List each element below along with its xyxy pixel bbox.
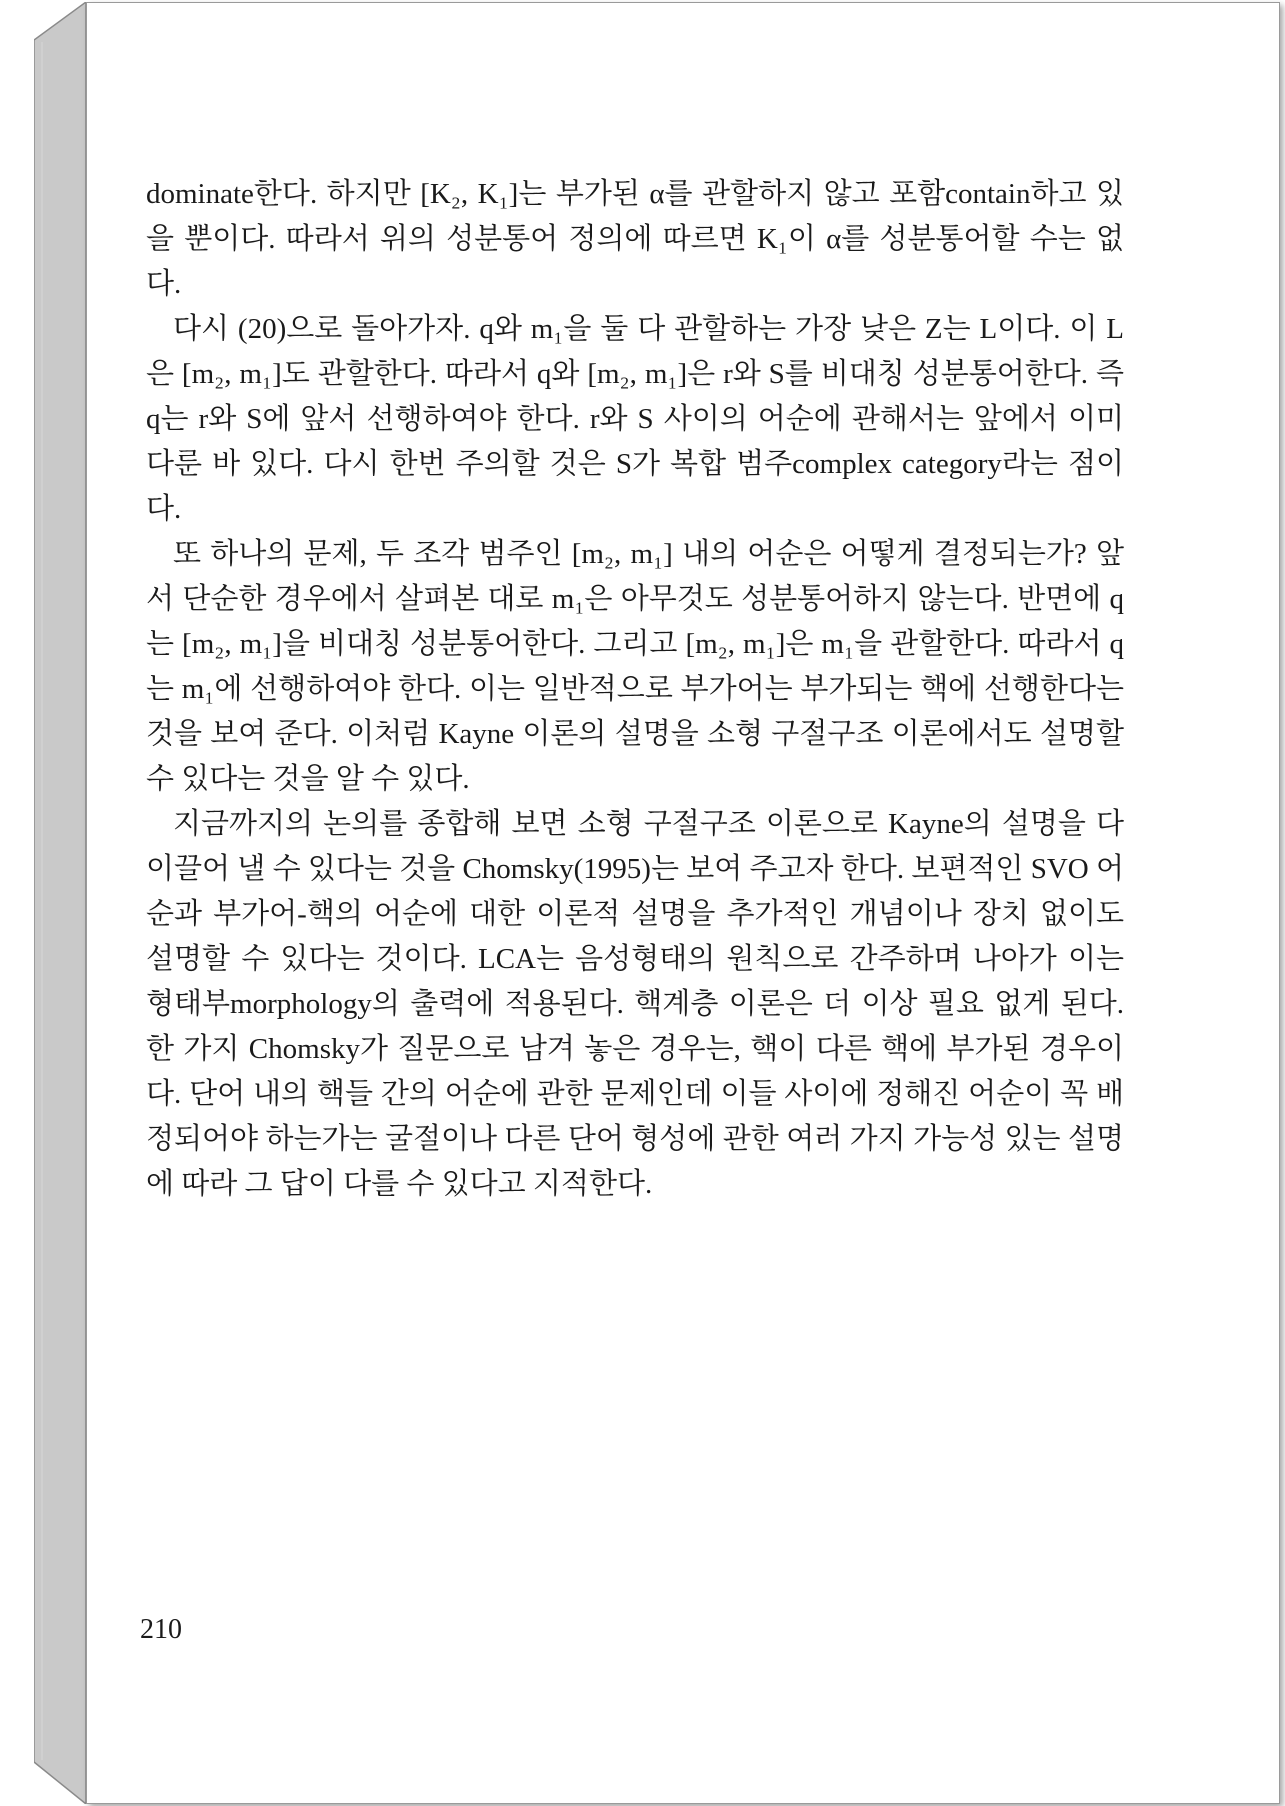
paragraph-2: 다시 (20)으로 돌아가자. q와 m₁을 둘 다 관할하는 가장 낮은 Z는 L이다. 이 L은 [m₂, m₁]도 관할한다. 따라서 q와 [m₂, m₁]은 r와 S를 비대칭 성분통어한다. 즉 q는 r와 S에 앞서 선행하여야 한다. r와 S 사이의 어순에 관해서는 앞에서 이미 다룬 바 있다. 다시 한번 주의할 것은 S가 복합 범주complex category라는 점이다. <box>146 313 1124 525</box>
paragraph-3: 또 하나의 문제, 두 조각 범주인 [m₂, m₁] 내의 어순은 어떻게 결정되는가? 앞서 단순한 경우에서 살펴본 대로 m₁은 아무것도 성분통어하지 않는다. 반면에 q는 [m₂, m₁]을 비대칭 성분통어한다. 그리고 [m₂, m₁]은 m₁을 관할한다. 따라서 q는 m₁에 선행하여야 한다. 이는 일반적으로 부가어는 부가되는 핵에 선행한다는 것을 보여 준다. 이처럼 Kayne 이론의 설명을 소형 구절구조 이론에서도 설명할 수 있다는 것을 알 수 있다. <box>146 538 1124 795</box>
page-number: 210 <box>140 1614 182 1645</box>
page-body-text <box>146 172 1124 1207</box>
paragraph-1: dominate한다. 하지만 [K₂, K₁]는 부가된 α를 관할하지 않고 포함contain하고 있을 뿐이다. 따라서 위의 성분통어 정의에 따르면 K₁이 α를 성분통어할 수는 없다. <box>146 178 1124 300</box>
book-spine-edge <box>34 2 86 1804</box>
paragraph-4: 지금까지의 논의를 종합해 보면 소형 구절구조 이론으로 Kayne의 설명을 다 이끌어 낼 수 있다는 것을 Chomsky(1995)는 보여 주고자 한다. 보편적인 SVO 어순과 부가어-핵의 어순에 대한 이론적 설명을 추가적인 개념이나 장치 없이도 설명할 수 있다는 것이다. LCA는 음성형태의 원칙으로 간주하며 나아가 이는 형태부morphology의 출력에 적용된다. 핵계층 이론은 더 이상 필요 없게 된다. 한 가지 Chomsky가 질문으로 남겨 놓은 경우는, 핵이 다른 핵에 부가된 경우이다. 단어 내의 핵들 간의 어순에 관한 문제인데 이들 사이에 정해진 어순이 꼭 배정되어야 하는가는 굴절이나 다른 단어 형성에 관한 여러 가지 가능성 있는 설명에 따라 그 답이 다를 수 있다고 지적한다. <box>146 808 1124 1200</box>
